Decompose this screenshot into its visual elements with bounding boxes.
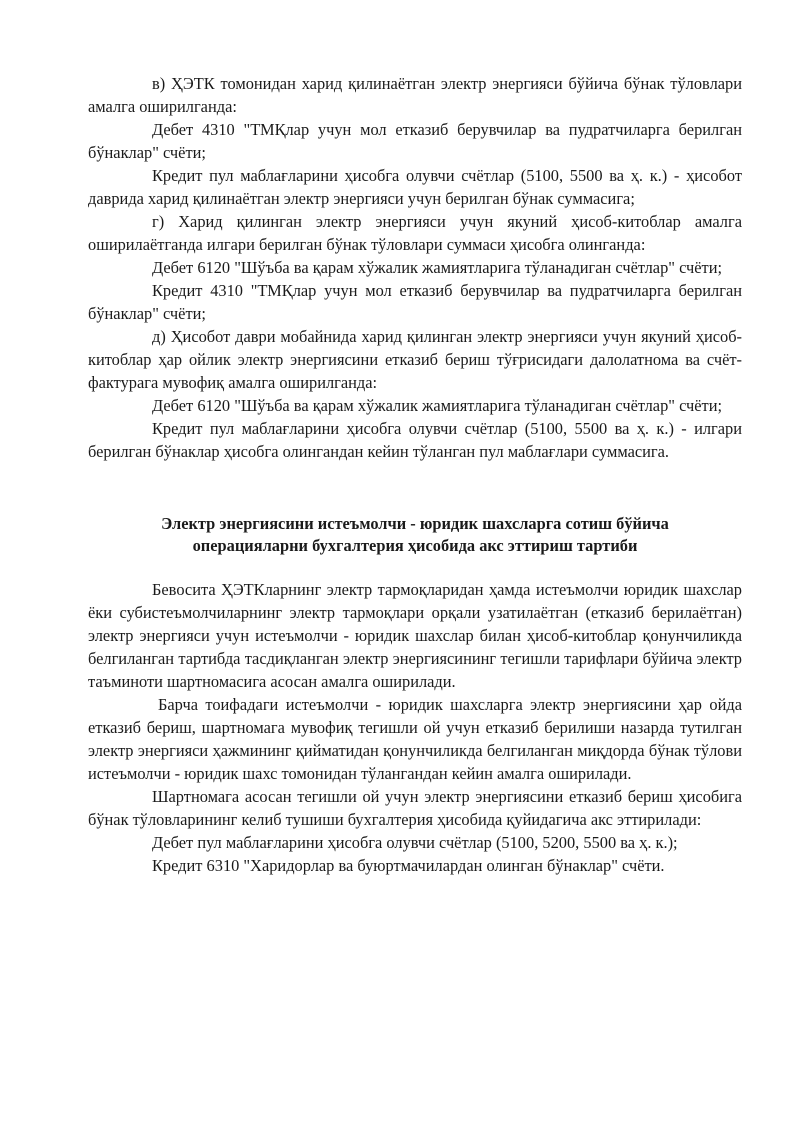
paragraph-direct-supply: Бевосита ҲЭТКларнинг электр тармоқларидан ҳамда истеъмолчи юридик шахслар ёки субистеъмолчиларнинг электр тармоқлари орқали узатилаётган (етказиб берилаётган) электр энергияси учун истеъмолчи - юридик шахслар билан ҳисоб-китоблар қонунчиликда белгиланган тартибда тасдиқланган электр энергиясининг тегишли тарифлари бўйича электр таъминоти шартномасига асосан амалга оширилади. [88, 580, 742, 691]
paragraph-credit-cash-accounts-second: Кредит пул маблағларини ҳисобга олувчи счётлар (5100, 5500 ва ҳ. к.) - илгари берилган бўнаклар ҳисобга олингандан кейин тўланган пул маблағлари суммасига. [88, 419, 742, 461]
heading-spacer [88, 557, 742, 578]
paragraph-d-reporting-period: д) Ҳисобот даври мобайнида харид қилинган электр энергияси учун якуний ҳисоб-китоблар ҳар ойлик электр энергиясини етказиб бериш тўғрисидаги далолатнома ва счёт-фактурага мувофиқ амалга оширилганда: [88, 327, 742, 392]
paragraph-contract-advance: Шартномага асосан тегишли ой учун электр энергиясини етказиб бериш ҳисобига бўнак тўловларининг келиб тушиши бухгалтерия ҳисобида қуйидагича акс эттирилади: [88, 787, 742, 829]
paragraph-debit-6120-second: Дебет 6120 "Шўъба ва қарам хўжалик жамиятларига тўланадиган счётлар" счёти; [152, 396, 723, 415]
section-spacer [88, 463, 742, 513]
document-page [88, 72, 742, 877]
paragraph-debit-4310: Дебет 4310 "ТМҚлар учун мол етказиб берувчилар ва пудратчиларга берилган бўнаклар" счёти; [88, 120, 742, 162]
paragraph-all-categories: Барча тоифадаги истеъмолчи - юридик шахсларга электр энергиясини ҳар ойда етказиб бериш, шартномага мувофиқ тегишли ой учун етказиб берилиши назарда тутилган электр энергияси ҳажмининг қийматидан қонунчиликда белгиланган миқдорда бўнак тўлови истеъмолчи - юридик шахс томонидан тўлангандан кейин амалга оширилади. [88, 695, 742, 783]
paragraph-v-advance-payments: в) ҲЭТК томонидан харид қилинаётган электр энергияси бўйича бўнак тўловлари амалга оширилганда: [88, 74, 742, 116]
paragraph-credit-4310: Кредит 4310 "ТМҚлар учун мол етказиб берувчилар ва пудратчиларга берилган бўнаклар" счёти; [88, 281, 742, 323]
paragraph-debit-cash-accounts: Дебет пул маблағларини ҳисобга олувчи счётлар (5100, 5200, 5500 ва ҳ. к.); [152, 833, 678, 852]
section-heading-line-1: Электр энергиясини истеъмолчи - юридик шахсларга сотиш бўйича [161, 514, 669, 533]
section-heading [88, 513, 742, 557]
paragraph-g-final-settlements: г) Харид қилинган электр энергияси учун якуний ҳисоб-китоблар амалга оширилаётганда илгари берилган бўнак тўловлари суммаси ҳисобга олинганда: [88, 212, 742, 254]
section-heading-line-2: операцияларни бухгалтерия ҳисобида акс эттириш тартиби [192, 536, 638, 555]
paragraph-credit-6310: Кредит 6310 "Харидорлар ва буюртмачилардан олинган бўнаклар" счёти. [152, 856, 665, 875]
paragraph-debit-6120: Дебет 6120 "Шўъба ва қарам хўжалик жамиятларига тўланадиган счётлар" счёти; [152, 258, 723, 277]
paragraph-credit-cash-accounts: Кредит пул маблағларини ҳисобга олувчи счётлар (5100, 5500 ва ҳ. к.) - ҳисобот даврида харид қилинаётган электр энергияси учун берилган бўнак суммасига; [88, 166, 742, 208]
